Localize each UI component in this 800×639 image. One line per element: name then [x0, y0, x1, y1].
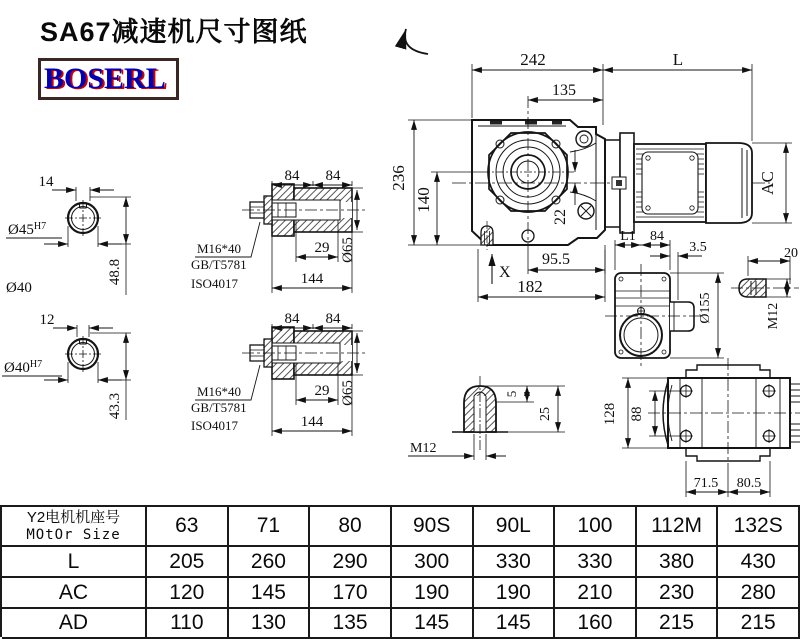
dim-84b: 84 — [325, 168, 341, 184]
dim-84a: 84 — [284, 168, 300, 184]
L-80: 290 — [310, 547, 392, 578]
page-title: SA67减速机尺寸图纸 — [40, 17, 308, 47]
label-std-iso: ISO4017 — [191, 276, 238, 291]
dim-phi65b: Ø65 — [340, 380, 356, 406]
L-90l: 330 — [474, 547, 556, 578]
dim-20: 20 — [784, 246, 798, 261]
AD-112m: 215 — [637, 609, 719, 639]
L-100: 330 — [555, 547, 637, 578]
dim-M12-dome: M12 — [410, 441, 437, 456]
AC-90s: 190 — [392, 578, 474, 609]
row-L-label: L — [2, 547, 147, 578]
col-63: 63 — [147, 507, 229, 547]
col-80: 80 — [310, 507, 392, 547]
dim-14: 14 — [38, 174, 54, 190]
dim-236: 236 — [389, 165, 408, 191]
dim-71-5: 71.5 — [693, 476, 719, 491]
dim-L1: L1 — [620, 229, 636, 244]
dim-182: 182 — [517, 277, 543, 296]
dim-AC: AC — [758, 171, 777, 195]
AC-71: 145 — [229, 578, 311, 609]
col-90l: 90L — [474, 507, 556, 547]
AC-90l: 190 — [474, 578, 556, 609]
dim-22: 22 — [552, 209, 569, 225]
dim-phi45: $Ø45^{H7}$ — [8, 221, 47, 238]
dim-88: 88 — [629, 406, 645, 422]
dim-84d: 84 — [325, 311, 341, 327]
AC-112m: 230 — [637, 578, 719, 609]
dim-5: 5 — [504, 390, 519, 398]
AC-80: 170 — [310, 578, 392, 609]
L-132s: 430 — [718, 547, 800, 578]
dim-128: 128 — [602, 402, 618, 426]
dim-M12-stub: M12 — [766, 302, 781, 330]
dim-L: L — [672, 50, 684, 69]
row-AC-label: AC — [2, 578, 147, 609]
dim-84c: 84 — [284, 311, 300, 327]
label-phi40: Ø40 — [6, 280, 32, 296]
dim-phi155: Ø155 — [698, 292, 713, 324]
brand-logo-text: BOSERL — [44, 62, 166, 95]
label-bolt-spec-b: M16*40 — [197, 384, 242, 399]
AD-63: 110 — [147, 609, 229, 639]
table-header-cn: Y2电机机座号 — [26, 509, 121, 527]
label-std-iso-b: ISO4017 — [191, 418, 238, 433]
label-std-gb: GB/T5781 — [191, 257, 247, 272]
AD-90l: 145 — [474, 609, 556, 639]
table-header-motor-size — [2, 507, 147, 547]
col-100: 100 — [555, 507, 637, 547]
row-AD-label: AD — [2, 609, 147, 639]
dim-48-8: 48.8 — [107, 258, 123, 286]
dim-X: X — [499, 264, 511, 281]
table-header-en: MOtOr Size — [26, 526, 121, 543]
L-112m: 380 — [637, 547, 719, 578]
col-90s: 90S — [392, 507, 474, 547]
view-shaft-stub-right — [731, 256, 799, 297]
col-112m: 112M — [637, 507, 719, 547]
AC-63: 120 — [147, 578, 229, 609]
dim-135: 135 — [552, 82, 576, 99]
label-bolt-spec: M16*40 — [197, 241, 242, 256]
AD-90s: 145 — [392, 609, 474, 639]
dim-144: 144 — [300, 271, 324, 287]
AD-132s: 215 — [718, 609, 800, 639]
dim-144b: 144 — [300, 414, 324, 430]
dim-140: 140 — [414, 187, 433, 213]
AD-80: 135 — [310, 609, 392, 639]
AD-71: 130 — [229, 609, 311, 639]
AC-132s: 280 — [718, 578, 800, 609]
view-main-assembly — [405, 29, 792, 302]
L-71: 260 — [229, 547, 311, 578]
dim-25: 25 — [538, 407, 553, 421]
dim-phi40h7: $Ø40^{H7}$ — [4, 359, 43, 376]
motor-size-table — [0, 505, 800, 637]
dim-12: 12 — [39, 312, 55, 328]
col-132s: 132S — [718, 507, 800, 547]
col-71: 71 — [229, 507, 311, 547]
dim-95-5: 95.5 — [542, 251, 570, 268]
label-std-gb-b: GB/T5781 — [191, 400, 247, 415]
L-63: 205 — [147, 547, 229, 578]
dim-43-3: 43.3 — [107, 392, 123, 420]
dim-80-5: 80.5 — [736, 476, 762, 491]
L-90s: 300 — [392, 547, 474, 578]
dim-242: 242 — [520, 50, 546, 69]
dim-84e: 84 — [650, 229, 664, 244]
AC-100: 210 — [555, 578, 637, 609]
dim-29b: 29 — [314, 383, 330, 399]
dim-phi65: Ø65 — [340, 237, 356, 263]
AD-100: 160 — [555, 609, 637, 639]
dim-29: 29 — [314, 240, 330, 256]
dim-3-5: 3.5 — [689, 240, 707, 255]
